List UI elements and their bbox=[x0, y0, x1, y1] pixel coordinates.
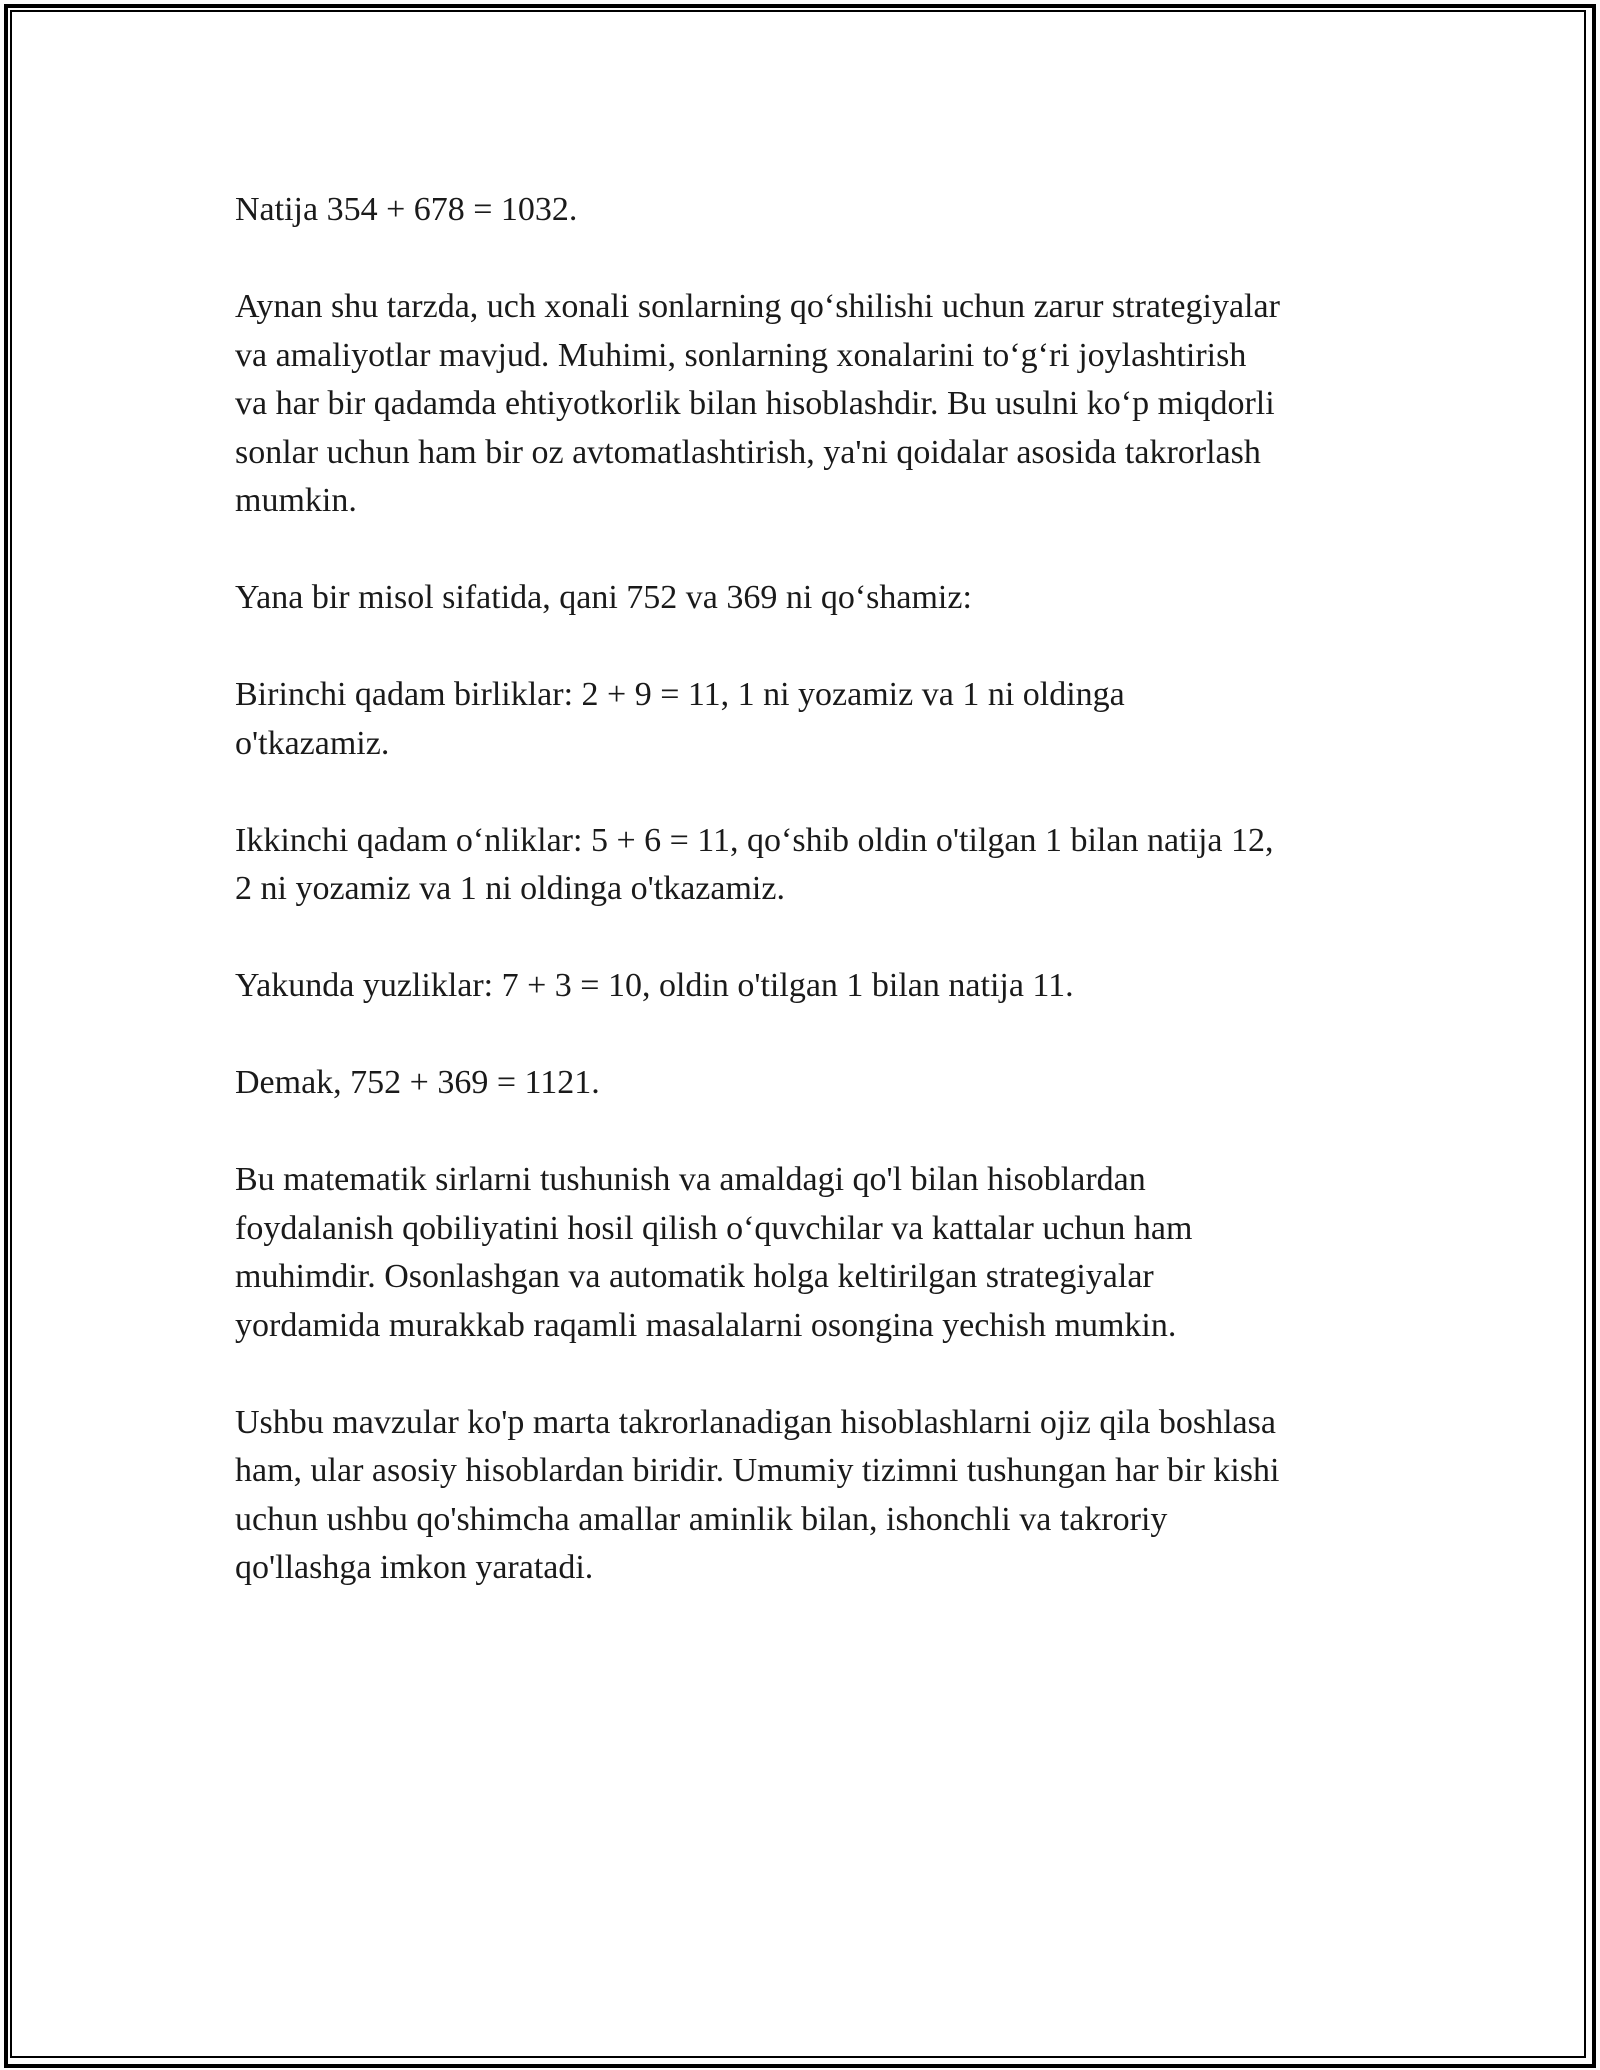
paragraph-step-tens: Ikkinchi qadam o‘nliklar: 5 + 6 = 11, qo‘shib oldin o'tilgan 1 bilan natija 12, 2 ni yozamiz va 1 ni oldinga o'tkazamiz. bbox=[235, 821, 1274, 907]
paragraph-result-1032: Natija 354 + 678 = 1032. bbox=[235, 191, 578, 228]
paragraph-step-hundreds: Yakunda yuzliklar: 7 + 3 = 10, oldin o'tilgan 1 bilan natija 11. bbox=[235, 967, 1074, 1004]
paragraph-step-units: Birinchi qadam birliklar: 2 + 9 = 11, 1 ni yozamiz va 1 ni oldinga o'tkazamiz. bbox=[235, 676, 1125, 762]
paragraph-conclusion: Ushbu mavzular ko'p marta takrorlanadigan hisoblashlarni ojiz qila boshlasa ham, ular asosiy hisoblardan biridir. Umumiy tizimni tushungan har bir kishi uchun ushbu qo'shimcha amallar aminlik bilan, ishonchli va takroriy qo'llashga imkon yaratadi. bbox=[235, 1403, 1280, 1586]
paragraph-importance: Bu matematik sirlarni tushunish va amaldagi qo'l bilan hisoblardan foydalanish qobiliyatini hosil qilish o‘quvchilar va kattalar uchun ham muhimdir. Osonlashgan va automatik holga keltirilgan strategiyalar yordamida murakkab raqamli masalalarni osongina yechish mumkin. bbox=[235, 1161, 1193, 1344]
paragraph-result-1121: Demak, 752 + 369 = 1121. bbox=[235, 1064, 600, 1101]
document-body bbox=[235, 186, 1385, 1641]
paragraph-strategies: Aynan shu tarzda, uch xonali sonlarning qo‘shilishi uchun zarur strategiyalar va amaliyotlar mavjud. Muhimi, sonlarning xonalarini to‘g‘ri joylashtirish va har bir qadamda ehtiyotkorlik bilan hisoblashdir. Bu usulni ko‘p miqdorli sonlar uchun ham bir oz avtomatlashtirish, ya'ni qoidalar asosida takrorlash mumkin. bbox=[235, 288, 1280, 519]
paragraph-example-intro: Yana bir misol sifatida, qani 752 va 369 ni qo‘shamiz: bbox=[235, 579, 972, 616]
